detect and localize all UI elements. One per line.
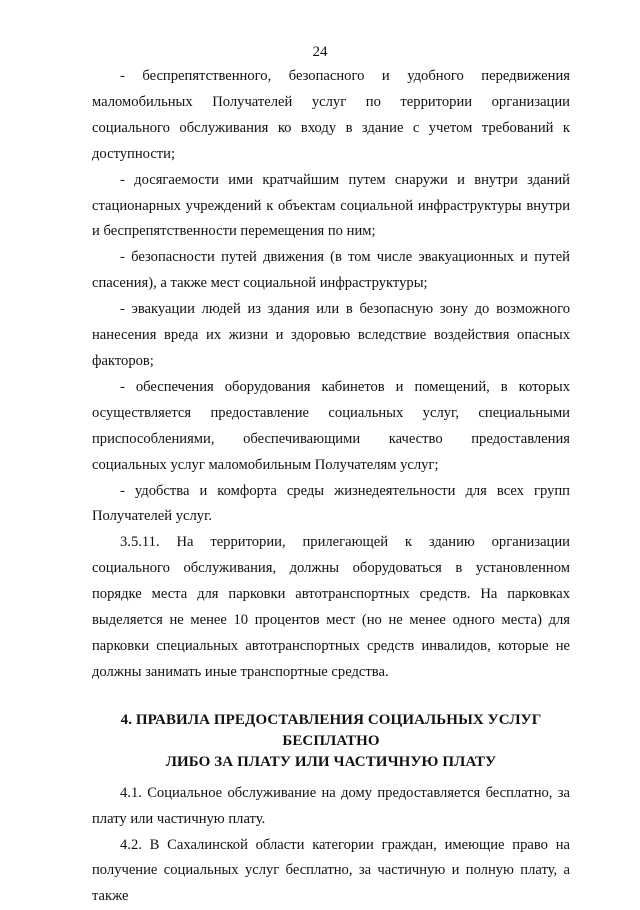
paragraph-safety-paths: - безопасности путей движения (в том числе эвакуационных и путей спасения), а также мест социальной инфраструктуры; <box>92 249 570 292</box>
page-number: 24 <box>312 44 328 60</box>
document-body <box>92 64 570 910</box>
paragraph-accessibility-reach: - досягаемости ими кратчайшим путем снаружи и внутри зданий стационарных учреждений к объектам социальной инфраструктуры внутри и беспрепятственности перемещения по ним; <box>92 171 570 240</box>
paragraph-3-5-11-parking: 3.5.11. На территории, прилегающей к зданию организации социального обслуживания, должны оборудоваться в установленном порядке места для парковки автотранспортных средств. На парковках выделяется не менее 10 процентов мест (но не менее одного места) для парковки специальных автотранспортных средств инвалидов, которые не должны занимать иные транспортные средства. <box>92 534 570 680</box>
paragraph-comfort: - удобства и комфорта среды жизнедеятельности для всех групп Получателей услуг. <box>92 482 570 525</box>
paragraph-4-2: 4.2. В Сахалинской области категории граждан, имеющие право на получение социальных услуг бесплатно, за частичную и полную плату, а также <box>92 836 570 905</box>
paragraph-evacuation: - эвакуации людей из здания или в безопасную зону до возможного нанесения вреда их жизни и здоровью вследствие воздействия опасных факторов; <box>92 301 570 369</box>
paragraph-equipment: - обеспечения оборудования кабинетов и помещений, в которых осуществляется предоставление социальных услуг, специальными приспособлениями, обеспечивающими качество предоставления социальных услуг маломобильным Получателям услуг; <box>92 378 570 473</box>
section-heading-line-1: 4. ПРАВИЛА ПРЕДОСТАВЛЕНИЯ СОЦИАЛЬНЫХ УСЛУГ БЕСПЛАТНО <box>120 711 542 749</box>
paragraph-accessibility-movement: - беспрепятственного, безопасного и удобного передвижения маломобильных Получателей услуг по территории организации социального обслуживания ко входу в здание с учетом требований к доступности; <box>92 68 570 162</box>
paragraph-4-1: 4.1. Социальное обслуживание на дому предоставляется бесплатно, за плату или частичную плату. <box>92 784 570 827</box>
section-heading-line-2: ЛИБО ЗА ПЛАТУ ИЛИ ЧАСТИЧНУЮ ПЛАТУ <box>165 753 497 770</box>
section-heading-4 <box>92 710 570 773</box>
